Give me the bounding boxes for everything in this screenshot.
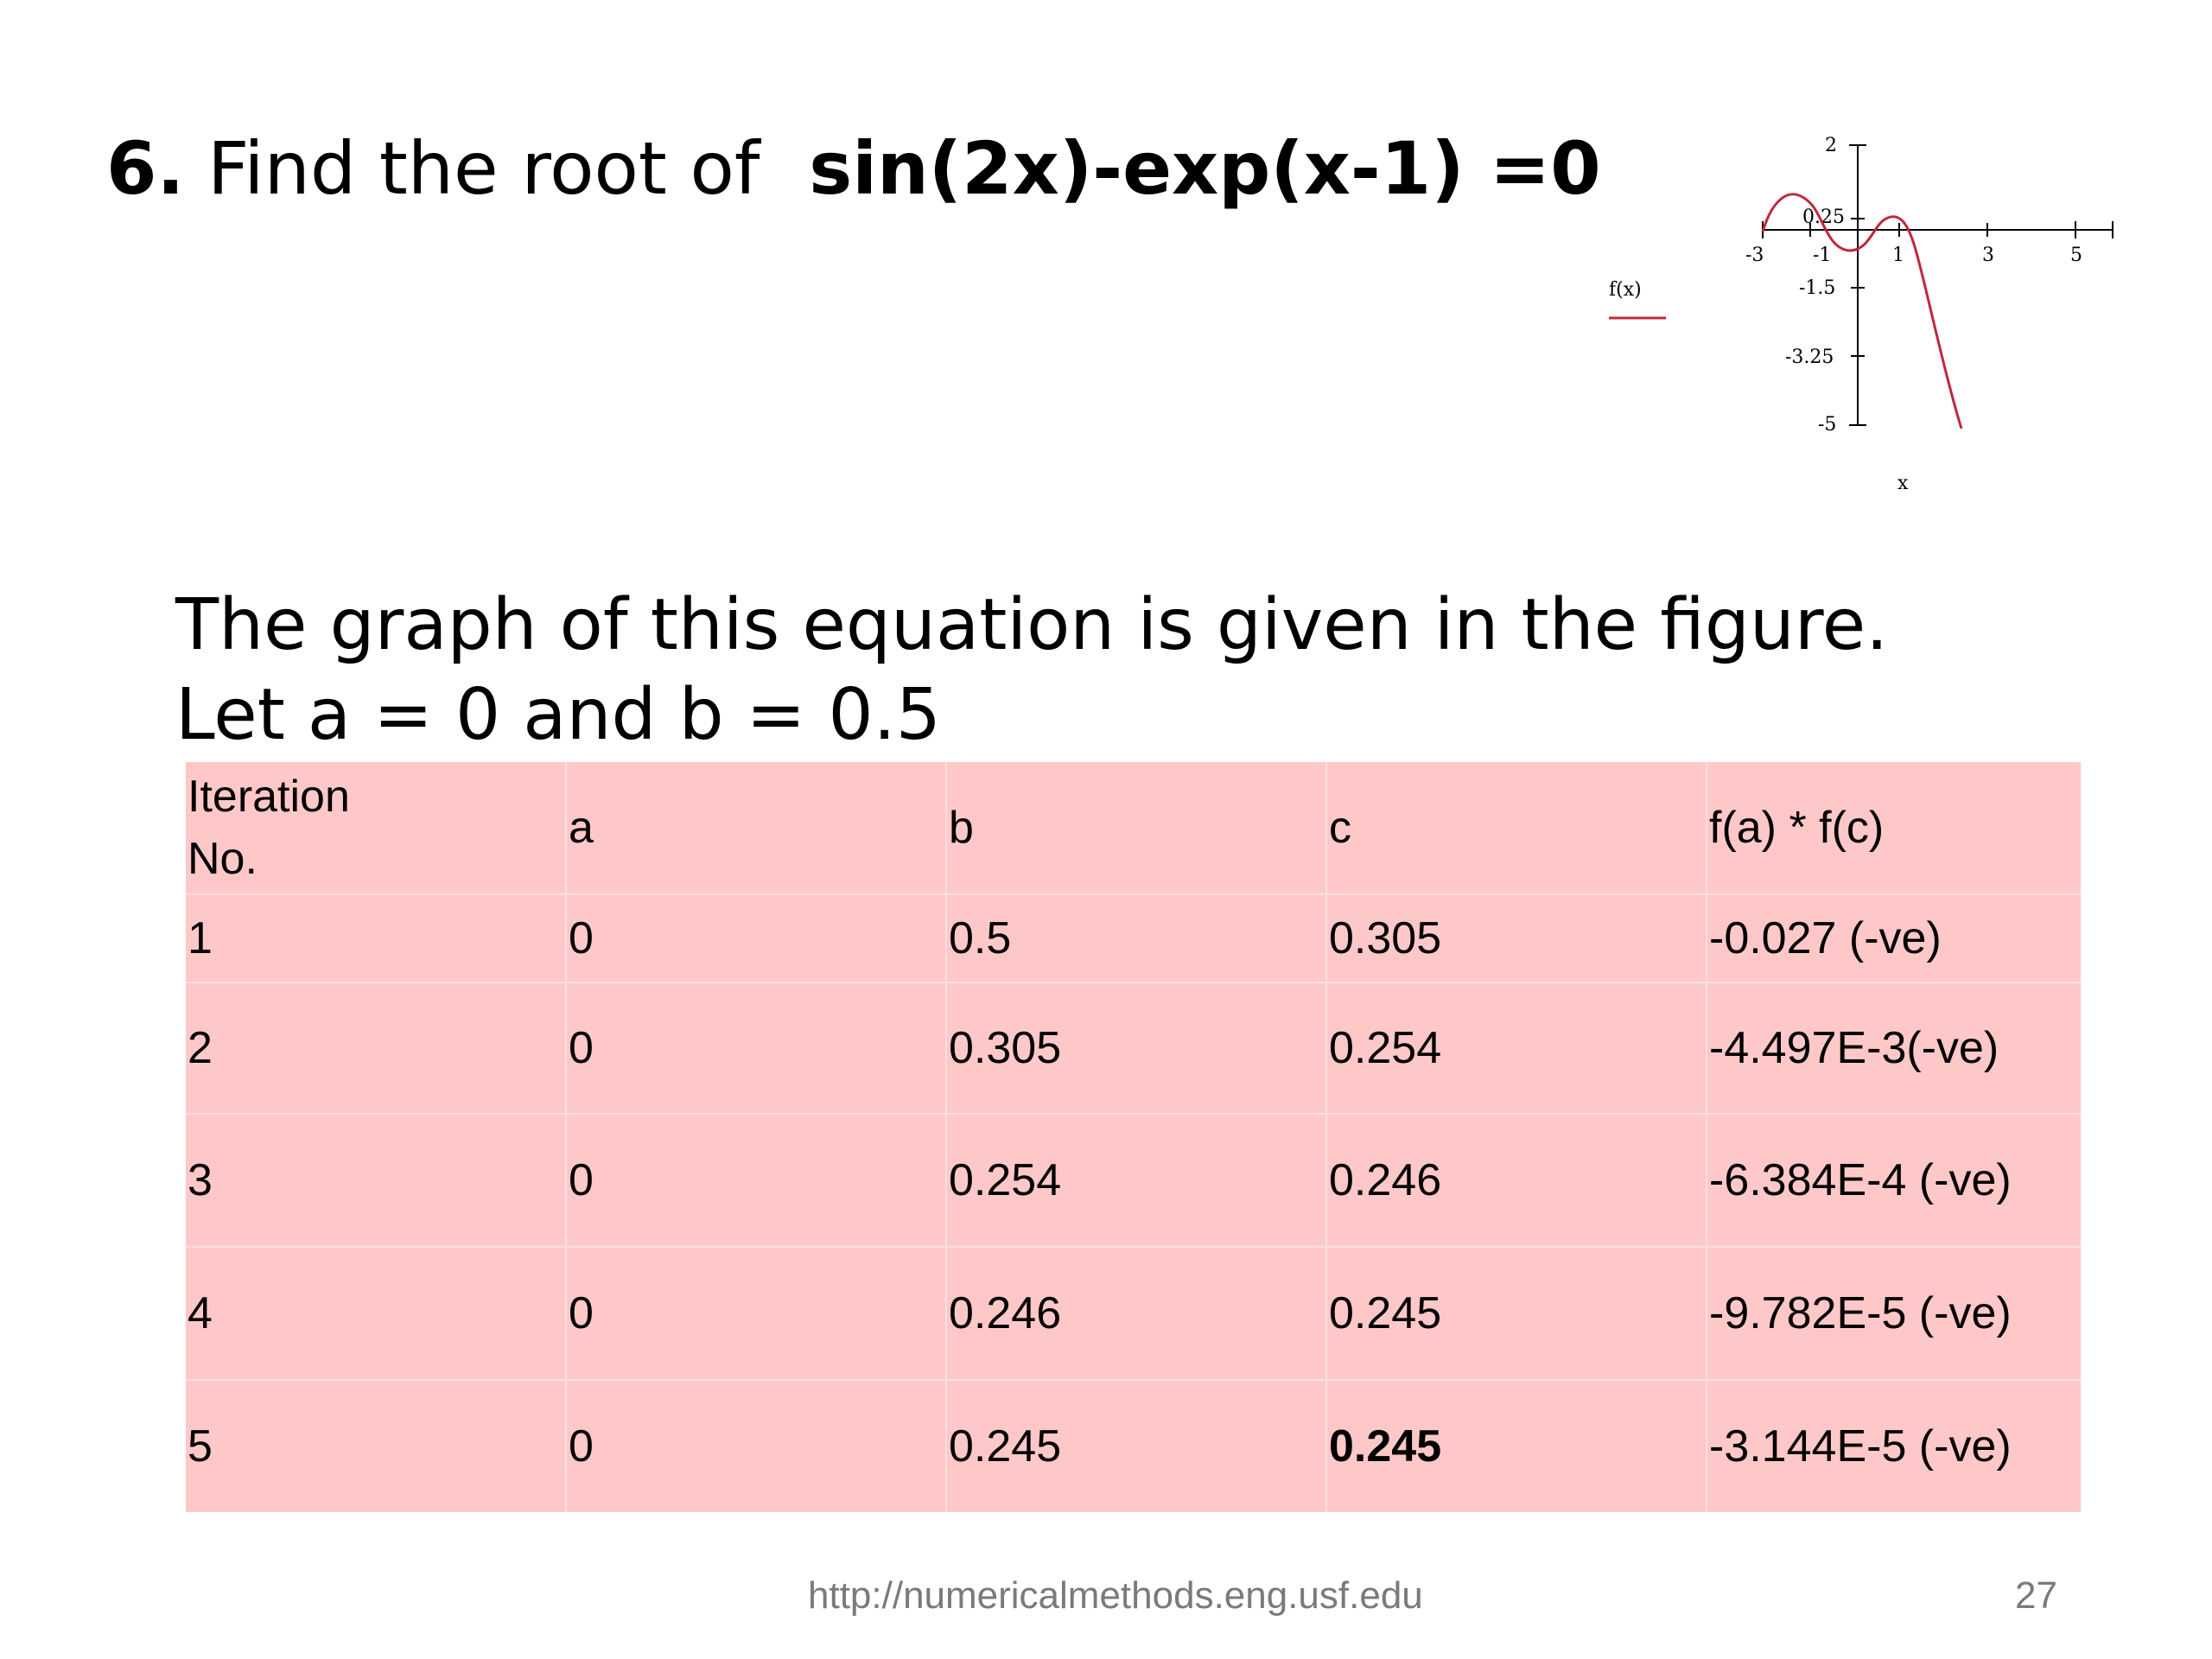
x-tick-label: 1: [1892, 245, 1904, 266]
description: [175, 581, 1888, 760]
page-number: 27: [2015, 1574, 2057, 1617]
header-b: b: [946, 762, 1326, 894]
header-iteration-line-2: No.: [188, 834, 257, 884]
cell-b: 0.245: [946, 1380, 1326, 1512]
problem-number: 6.: [106, 126, 185, 211]
table-row: [186, 1114, 2081, 1247]
bisection-table: [186, 762, 2081, 1512]
graph-legend: f(x): [1609, 279, 1642, 301]
header-iteration-line-1: Iteration: [188, 772, 350, 822]
cell-product: -0.027 (-ve): [1707, 894, 2081, 982]
cell-iteration: 1: [186, 894, 566, 982]
cell-c: 0.246: [1326, 1114, 1707, 1247]
header-a: a: [566, 762, 946, 894]
cell-b: 0.5: [946, 894, 1326, 982]
cell-iteration: 4: [186, 1247, 566, 1380]
footer-url: http://numericalmethods.eng.usf.edu: [808, 1574, 1423, 1617]
cell-c: 0.245: [1326, 1247, 1707, 1380]
cell-a: 0: [566, 1247, 946, 1380]
cell-product: -9.782E-5 (-ve): [1707, 1247, 2081, 1380]
cell-iteration: 2: [186, 982, 566, 1114]
cell-c: 0.254: [1326, 982, 1707, 1114]
y-tick-label: -5: [1818, 414, 1837, 435]
slide-title: [106, 121, 1601, 216]
description-line-1: The graph of this equation is given in the figure.: [175, 584, 1889, 666]
table-row: [186, 982, 2081, 1114]
cell-iteration: 3: [186, 1114, 566, 1247]
cell-b: 0.254: [946, 1114, 1326, 1247]
cell-b: 0.305: [946, 982, 1326, 1114]
description-line-2: Let a = 0 and b = 0.5: [175, 674, 941, 756]
y-tick-label: -3.25: [1785, 346, 1834, 368]
cell-c-final-root: 0.245: [1326, 1380, 1707, 1512]
table-header-row: [186, 762, 2081, 894]
cell-a: 0: [566, 1114, 946, 1247]
table-row: [186, 1247, 2081, 1380]
x-tick-label: 3: [1982, 245, 1994, 266]
x-axis-label: x: [1897, 473, 1909, 494]
cell-product: -6.384E-4 (-ve): [1707, 1114, 2081, 1247]
function-graph: [1590, 121, 2126, 501]
cell-product: -3.144E-5 (-ve): [1709, 1421, 2012, 1471]
table-row: [186, 1380, 2081, 1512]
problem-equation: sin(2x)-exp(x-1) =0: [809, 126, 1601, 211]
cell-a: 0: [566, 982, 946, 1114]
table-row: [186, 894, 2081, 982]
cell-iteration: 5: [186, 1380, 566, 1512]
y-tick-label: -1.5: [1799, 277, 1836, 299]
cell-a: 0: [566, 894, 946, 982]
cell-b: 0.246: [946, 1247, 1326, 1380]
x-tick-label: -1: [1813, 245, 1832, 266]
x-tick-label: 5: [2070, 245, 2082, 266]
problem-text: Find the root of: [207, 126, 760, 211]
cell-product: -4.497E-3(-ve): [1707, 982, 2081, 1114]
y-tick-label: 0.25: [1802, 207, 1845, 228]
header-iteration: [186, 762, 566, 894]
y-tick-label: 2: [1825, 135, 1837, 156]
cell-a: 0: [566, 1380, 946, 1512]
x-tick-label: -3: [1745, 245, 1764, 266]
header-product: f(a) * f(c): [1707, 762, 2081, 894]
cell-c: 0.305: [1326, 894, 1707, 982]
header-c: c: [1326, 762, 1707, 894]
